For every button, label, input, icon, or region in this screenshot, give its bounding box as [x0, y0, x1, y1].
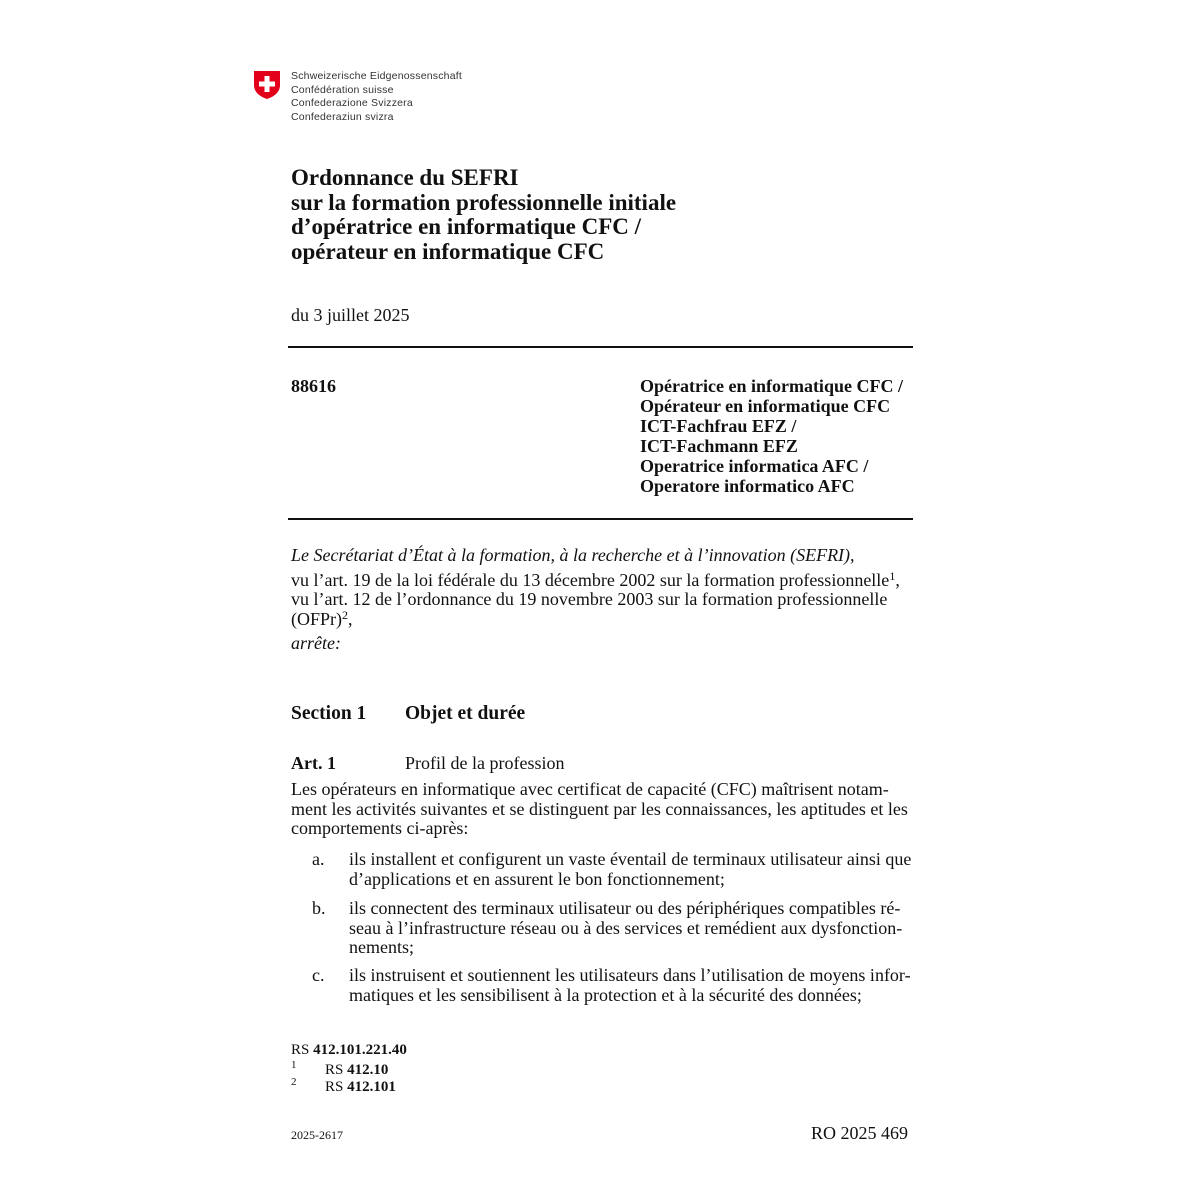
divider-top — [288, 346, 913, 348]
article-body-line: comportements ci-après: — [291, 818, 469, 838]
list-item-line: d’applications et en assurent le bon fonctionnement; — [349, 868, 725, 889]
punctuation: , — [895, 569, 900, 590]
profession-title: ICT-Fachfrau EFZ / — [640, 416, 797, 436]
preamble-line — [291, 568, 916, 591]
confederation-name-rm: Confederaziun svizra — [291, 110, 394, 123]
list-item-line: ils instruisent et soutiennent les utilisateurs dans l’utilisation de moyens infor- — [349, 965, 911, 985]
article-body-line: Les opérateurs en informatique avec certificat de capacité (CFC) maîtrisent notam- — [291, 779, 889, 799]
article-number: Art. 1 — [291, 753, 336, 773]
punctuation: , — [348, 608, 353, 629]
title-line: Ordonnance du SEFRI — [291, 165, 519, 190]
article-heading — [291, 753, 565, 774]
profession-number: 88616 — [291, 376, 336, 396]
profession-title: Opérateur en informatique CFC — [640, 396, 891, 416]
list-item-line: nements; — [349, 937, 414, 957]
profession-title: Operatrice informatica AFC / — [640, 456, 869, 476]
profession-title: ICT-Fachmann EFZ — [640, 436, 798, 456]
footnote-prefix: RS — [325, 1062, 344, 1078]
article-title: Profil de la profession — [405, 753, 565, 773]
footnote-number: 1 — [291, 1059, 297, 1071]
cross-horizontal — [259, 82, 275, 87]
section-number: Section 1 — [291, 703, 367, 724]
swiss-coat-of-arms-icon — [253, 70, 281, 100]
list-item-line: matiques et les sensibilisent à la protection et à la sécurité des données; — [349, 984, 862, 1005]
divider-bottom — [288, 518, 913, 520]
title-line: d’opératrice en informatique CFC / — [291, 214, 642, 239]
title-line: opérateur en informatique CFC — [291, 238, 605, 264]
article-body-line: ment les activités suivantes et se distinguent par les connaissances, les aptitudes et les — [291, 798, 908, 819]
list-item-text — [349, 850, 911, 889]
confederation-name-fr: Confédération suisse — [291, 83, 394, 96]
title-line: sur la formation professionnelle initiale — [291, 189, 677, 215]
footnote-text — [325, 1062, 388, 1079]
profession-titles — [640, 376, 903, 496]
list-item-text — [349, 966, 911, 1005]
list-item-line: seau à l’infrastructure réseau ou à des services et remédient aux dysfonction- — [349, 917, 903, 938]
confederation-name-de: Schweizerische Eidgenossenschaft — [291, 70, 462, 82]
rs-number: 412.101.221.40 — [313, 1042, 407, 1058]
confederation-name-it: Confederazione Svizzera — [291, 97, 413, 110]
preamble-intro: Le Secrétariat d’État à la formation, à la recherche et à l’innovation (SEFRI), — [291, 545, 855, 565]
profession-title: Operatore informatico AFC — [640, 476, 855, 496]
list-item-text — [349, 899, 902, 958]
footnote-ref[interactable]: 2 — [342, 607, 349, 622]
preamble-text: vu l’art. 19 de la loi fédérale du 13 décembre 2002 sur la formation professionnelle — [291, 569, 890, 590]
rs-prefix: RS — [291, 1042, 310, 1058]
list-item-label: b. — [312, 898, 326, 918]
list-item-label: c. — [312, 965, 325, 985]
article-body — [291, 780, 916, 839]
preamble-line — [291, 607, 916, 630]
section-title: Objet et durée — [405, 703, 526, 724]
list-item-line: ils connectent des terminaux utilisateur ou des périphériques compatibles ré- — [349, 898, 901, 918]
section-heading — [291, 703, 526, 725]
ro-reference: RO 2025 469 — [811, 1123, 909, 1143]
preamble — [291, 546, 916, 654]
footnote-ref-number[interactable]: 412.101 — [347, 1079, 396, 1095]
confederation-names — [291, 70, 462, 124]
footnote-ref-number[interactable]: 412.10 — [347, 1062, 389, 1078]
ordinance-date: du 3 juillet 2025 — [291, 305, 410, 325]
document-number: 2025-2617 — [291, 1128, 343, 1142]
profession-title: Opératrice en informatique CFC / — [640, 376, 903, 396]
footnote-text — [325, 1079, 396, 1096]
ordinance-title — [291, 166, 931, 264]
preamble-text: (OFPr) — [291, 608, 343, 629]
rs-classification — [291, 1042, 407, 1059]
footnote-number: 2 — [291, 1076, 297, 1088]
footnote-prefix: RS — [325, 1079, 344, 1095]
footnote-ref[interactable]: 1 — [889, 568, 896, 583]
list-item-label: a. — [312, 849, 325, 869]
preamble-decree: arrête: — [291, 633, 341, 653]
list-item-line: ils installent et configurent un vaste éventail de terminaux utilisateur ainsi que — [349, 849, 912, 869]
preamble-line: vu l’art. 12 de l’ordonnance du 19 novembre 2003 sur la formation professionnelle — [291, 589, 888, 609]
